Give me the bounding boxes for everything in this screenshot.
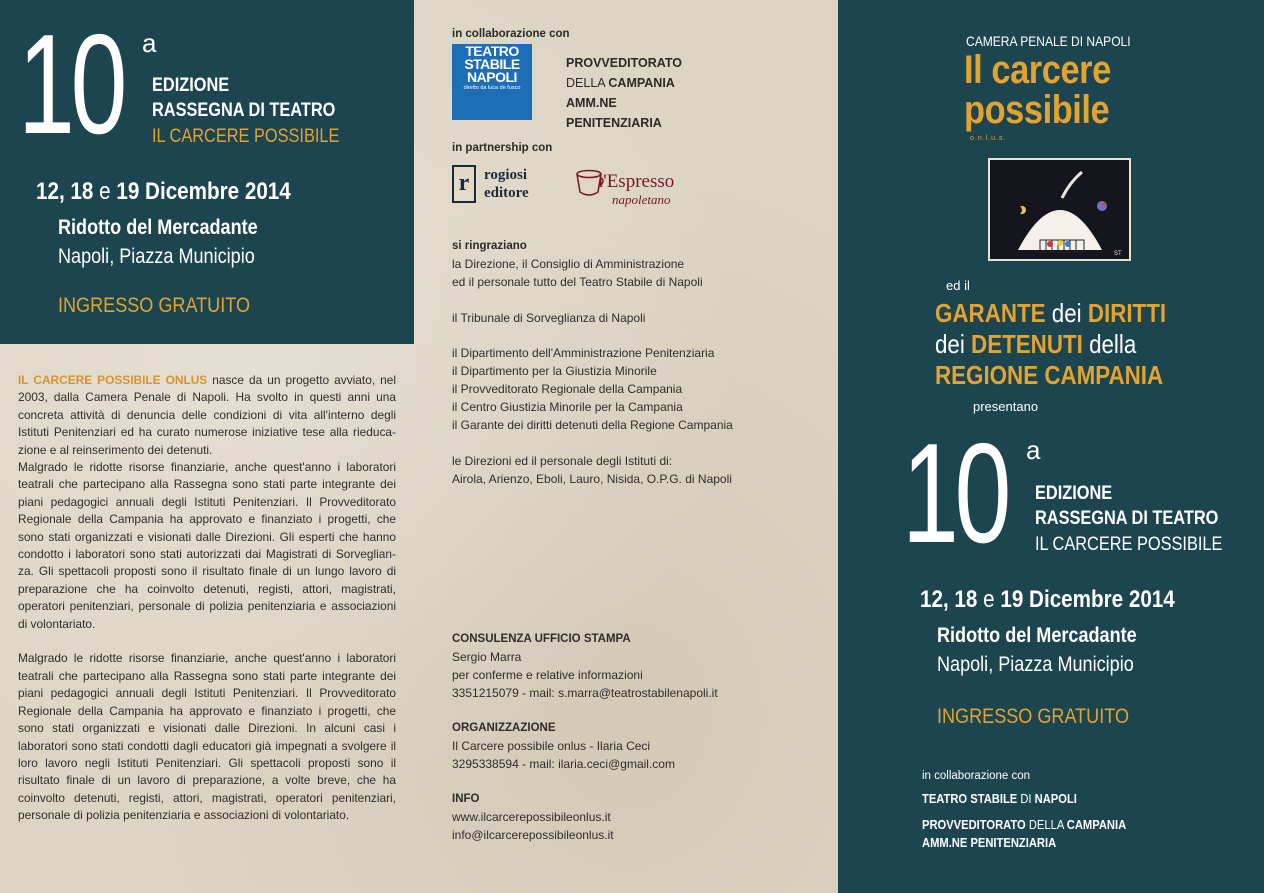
cover-event-venue: Ridotto del Mercadante [937,624,1137,647]
espresso-logo-subtext: napoletano [612,192,671,207]
provveditorato-logo: PROVVEDITORATO DELLA CAMPANIA AMM.NE PENITENZIARIA [566,56,682,130]
carcere-possibile-logo: Il carcere possibile [964,48,1111,132]
contacts-section [452,630,718,861]
partnership-label: in partnership con [452,142,553,154]
ed-il-label: ed il [946,278,970,293]
espresso-logo-text: l'Espresso [598,171,675,192]
description-paragraph-3: Malgrado le ridotte risorse finanziarie, anche quest'anno i laboratori teatrali che partecipano alla Rassegna sono stati parte integrante dei piani pedagogici annuali degli Istituti Penitenziari. Il Provveditorato Regionale della Campania ha approvato e finanziato i progetti, che sono stati organizzati e visionati dalle Direzioni. In alcuni casi i laboratori sono stati condotti dagli educatori già impegnati a svolgere il loro lavoro negli Istituti Penitenziari. Gli spettacoli proposti sono il risultato finale di un lavoro di preparazione, a volte breve, che ha coinvolto detenuti, registi, attori, magistrati, operatori penitenziari, personale di polizia penitenziaria e associazioni di volontariato. [18,651,396,823]
press-contact: CONSULENZA UFFICIO STAMPA Sergio Marra per conferme e relative informazioni 3351215079 - mail: s.marra@teatrostabilenapoli.it [452,633,718,700]
cover-edition-superscript: a [1026,435,1041,465]
cover-edition-label: EDIZIONE [1035,483,1113,504]
cover-partner-provveditorato: PROVVEDITORATO DELLA CAMPANIA [922,817,1127,832]
edition-label: EDIZIONE [152,75,230,96]
cover-partner-teatro: TEATRO STABILE DI NAPOLI [922,791,1077,806]
edition-project-name: IL CARCERE POSSIBILE [152,126,340,147]
cover-edition-project-name: IL CARCERE POSSIBILE [1035,534,1223,555]
teatro-stabile-logo: TEATRO STABILE NAPOLI diretto da luca de fusco [452,44,532,120]
thanks-block: la Direzione, il Consiglio di Amministrazione ed il personale tutto del Teatro Stabile di Napoli [452,256,703,289]
garante-title: GARANTE dei DIRITTI dei DETENUTI della REGIONE CAMPANIA [935,298,1167,390]
cover-partner-penitenziaria: AMM.NE PENITENZIARIA [922,835,1057,850]
artwork-illustration [988,158,1131,261]
edition-number: 10 [18,5,124,164]
cover-edition-number: 10 [902,414,1008,573]
cover-collab-label: in collaborazione con [922,770,1031,782]
cover-event-dates: 12, 18 e 19 Dicembre 2014 [920,586,1175,613]
collab-label: in collaborazione con [452,28,570,40]
event-city: Napoli, Piazza Municipio [58,245,255,268]
description-paragraph-1: IL CARCERE POSSIBILE ONLUS nasce da un progetto avviato, nel 2003, dalla Camera Penale di Napoli. Ha svolto in questi anni una concreta attività di denuncia delle condizioni di vita all'interno degli Istituti Penitenziari ed ha curato numerose iniziative tese alla rieduca-zione e al reinserimento dei detenuti. [18,373,397,457]
info-contact: INFO www.ilcarcerepossibileonlus.it info@ilcarcerepossibileonlus.it [452,793,614,842]
description-paragraph-2: Malgrado le ridotte risorse finanziarie, anche quest'anno i laboratori teatrali che partecipano alla Rassegna sono stati parte integrante dei piani pedagogici annuali degli Istituti Penitenziari. Il Provveditorato Regionale della Campania ha approvato e finanziato i progetti, che sono stati organizzati e visionati dalle Direzioni. Gli esperti che hanno condotto i laboratori sono stati autorizzati dai Magistrati di Sorveglian-za. Gli spettacoli proposti sono il risultato finale di un lungo lavoro di preparazione che ha coinvolto detenuti, registi, attori, magistrati, operatori penitenziari, personale di polizia penitenziaria e associazioni di volontariato. [18,460,396,631]
description-text [18,372,396,842]
rogiosi-logo-text: rogiosi editore [484,167,529,201]
rogiosi-logo-mark: r [452,165,476,203]
thanks-section [452,238,733,507]
entry-free: INGRESSO GRATUITO [58,294,250,317]
camera-penale-label: CAMERA PENALE DI NAPOLI [966,33,1131,49]
thanks-title: si ringraziano [452,240,527,252]
edition-subtitle: RASSEGNA DI TEATRO [152,100,336,121]
edition-superscript: a [142,28,157,58]
organization-contact: ORGANIZZAZIONE Il Carcere possibile onlus - Ilaria Ceci 3295338594 - mail: ilaria.ceci@gmail.com [452,722,675,771]
thanks-block: il Dipartimento dell'Amministrazione Penitenziaria il Dipartimento per la Giustizia Minorile il Provveditorato Regionale della Campania il Centro Giustizia Minorile per la Campania il Garante dei diritti detenuti della Regione Campania [452,346,733,433]
presentano-label: presentano [973,399,1039,414]
event-dates: 12, 18 e 19 Dicembre 2014 [36,178,291,205]
cover-entry-free: INGRESSO GRATUITO [937,705,1129,728]
cover-edition-subtitle: RASSEGNA DI TEATRO [1035,508,1219,529]
thanks-block: le Direzioni ed il personale degli Istituti di: Airola, Arienzo, Eboli, Lauro, Nisida, O.P.G. di Napoli [452,453,732,486]
thanks-block: il Tribunale di Sorveglianza di Napoli [452,310,646,325]
artwork-signature: ST [1114,251,1122,257]
cover-event-city: Napoli, Piazza Municipio [937,653,1134,676]
event-venue: Ridotto del Mercadante [58,216,258,239]
logo-onlus: o.n.l.u.s. [970,135,1007,142]
